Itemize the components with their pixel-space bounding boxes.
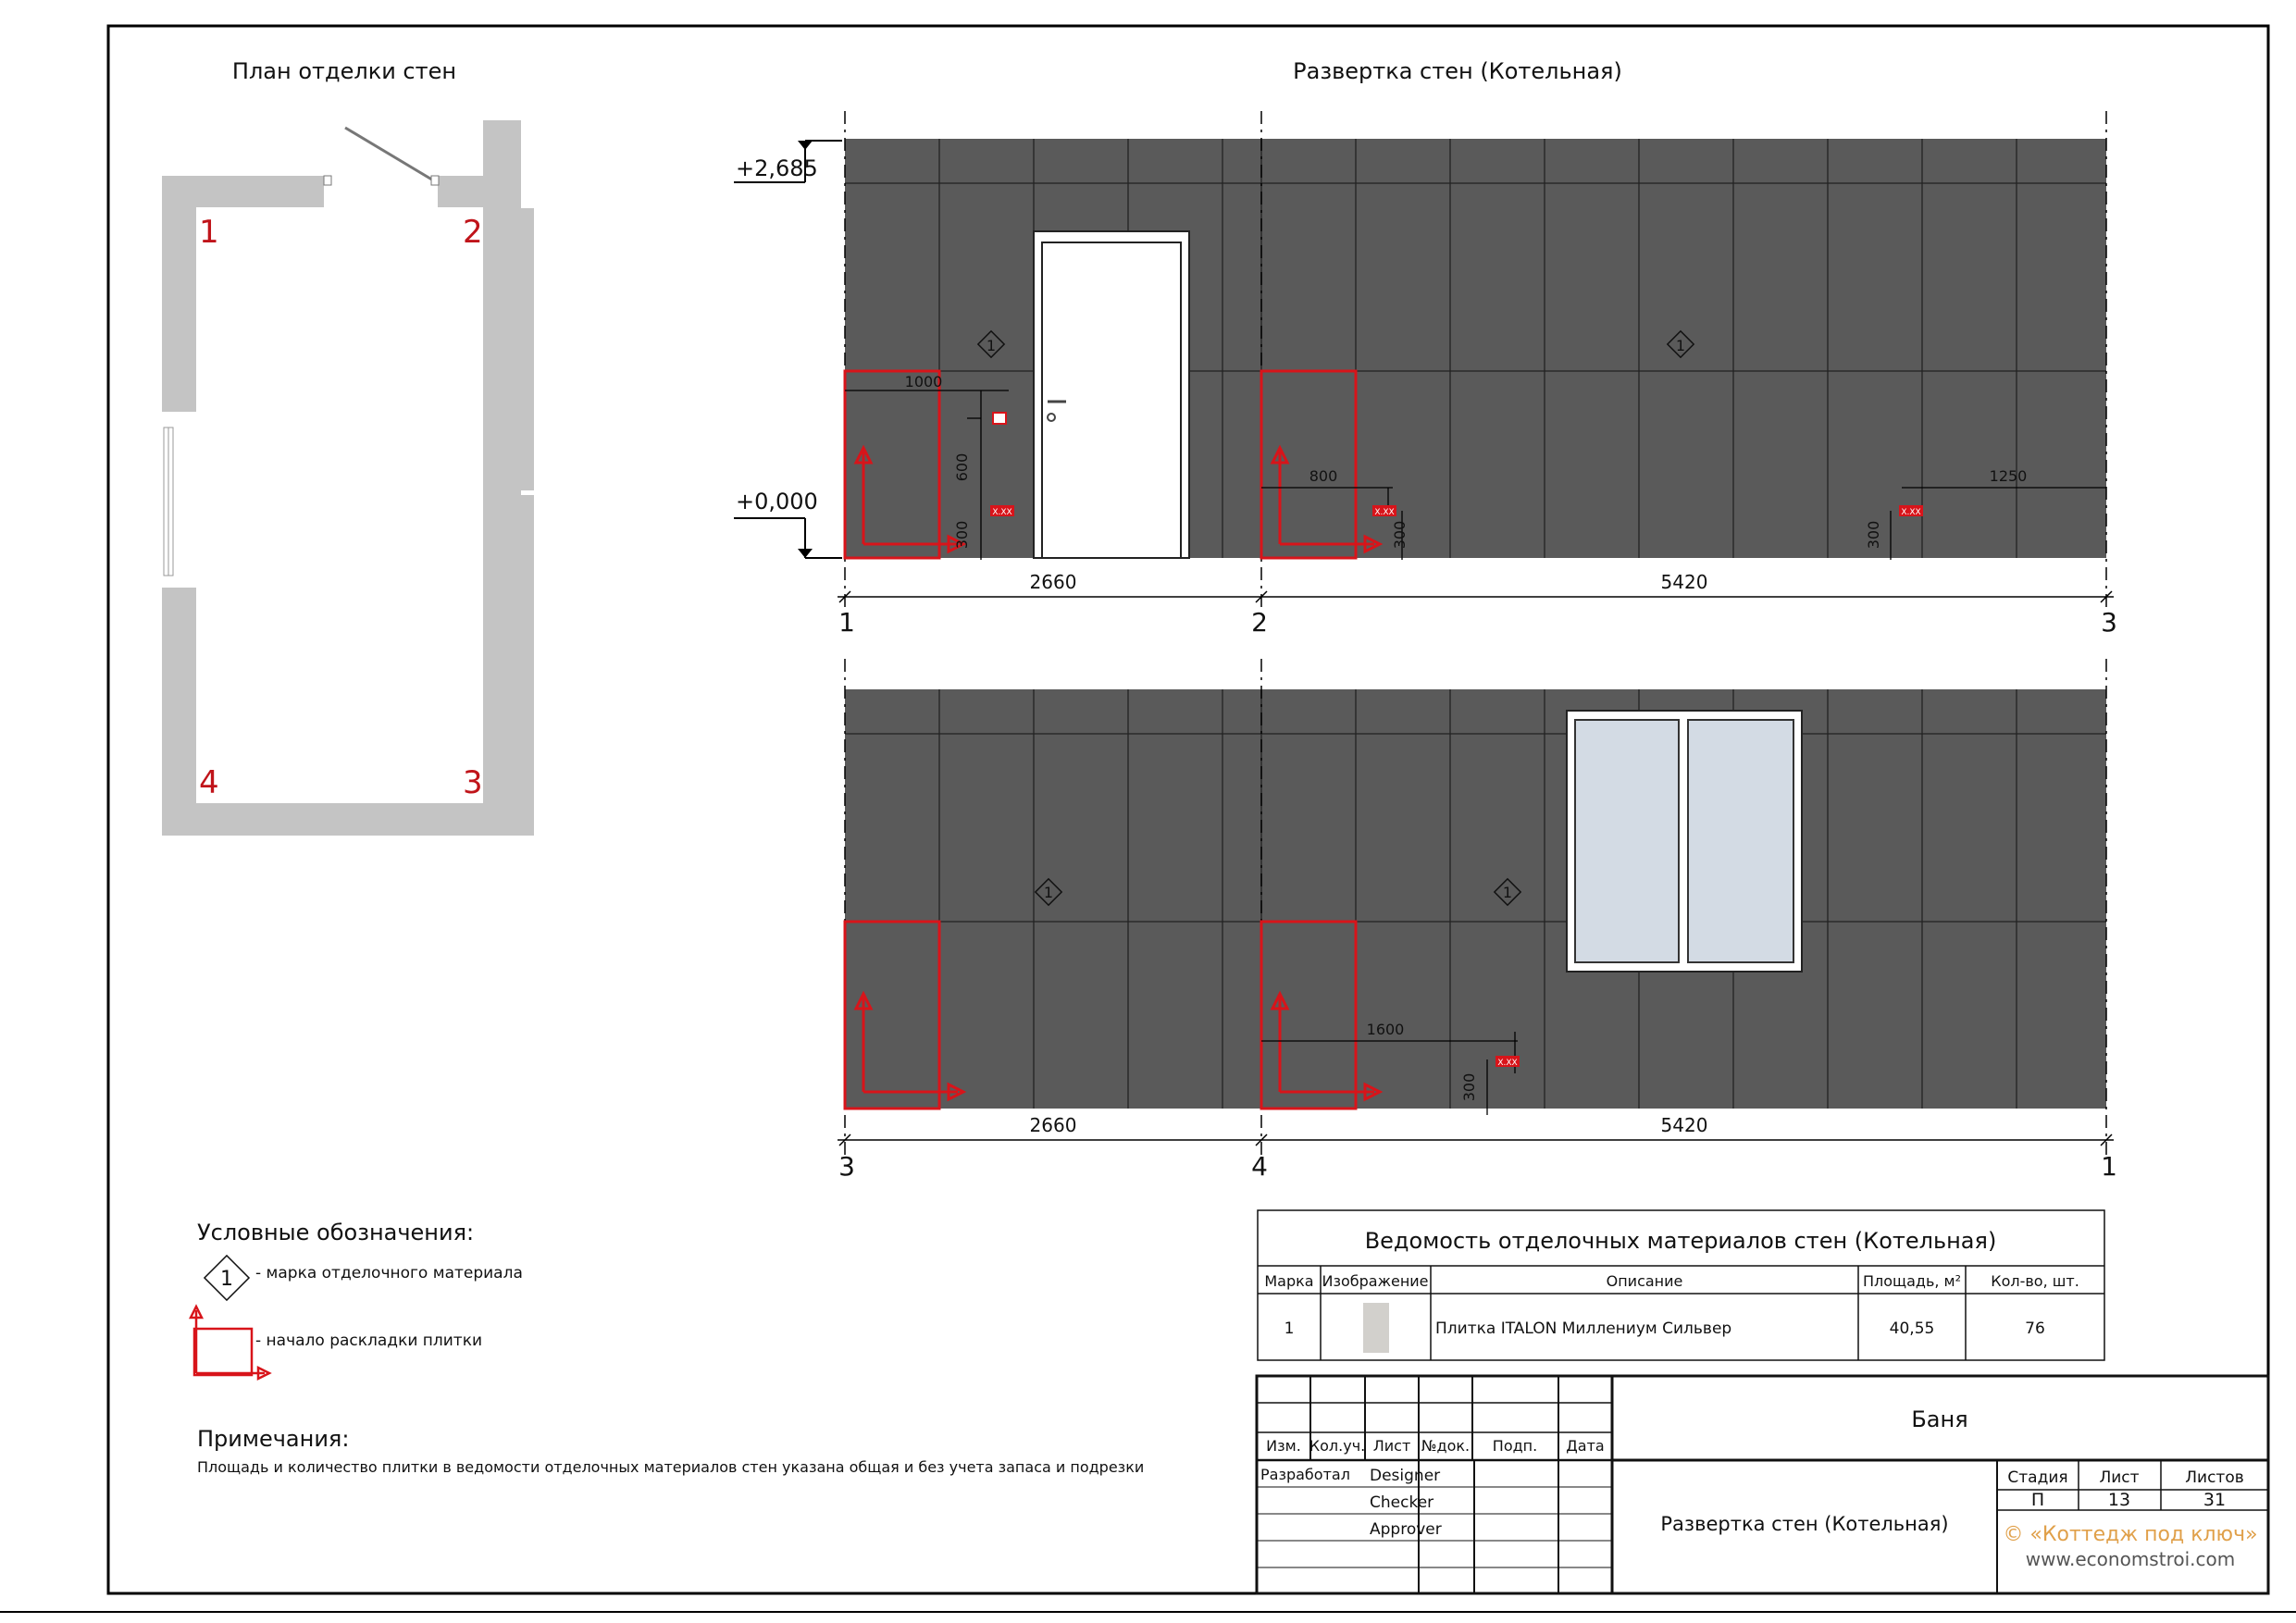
- tile-badge: [1496, 1056, 1520, 1068]
- svg-text:X.XX: X.XX: [1901, 508, 1921, 517]
- tb-header: Изм.: [1266, 1437, 1301, 1455]
- plan-title: План отделки стен: [231, 58, 457, 84]
- legend-mark-symbol: 1: [220, 1268, 233, 1291]
- tb-header: №док.: [1421, 1437, 1471, 1455]
- plan-door-leaf: [345, 128, 435, 181]
- plan-door-jamb: [324, 176, 331, 185]
- elevation-title: Развертка стен (Котельная): [1293, 58, 1622, 84]
- tb-role: Разработал: [1260, 1466, 1350, 1483]
- door: [1034, 231, 1189, 558]
- schedule-cell-qty: 76: [2025, 1319, 2045, 1338]
- window: [1567, 711, 1802, 972]
- tb-header: Лист: [1372, 1437, 1411, 1455]
- elevation-bottom: [838, 659, 2117, 1182]
- notes-title: Примечания:: [197, 1426, 350, 1452]
- legend-mark-text: - марка отделочного материала: [255, 1264, 523, 1282]
- tb-person: Designer: [1370, 1467, 1441, 1485]
- schedule-header: Кол-во, шт.: [1991, 1272, 2079, 1290]
- dim-label: 1250: [1989, 467, 2028, 485]
- tb-stage-label: Стадия: [2007, 1468, 2068, 1487]
- tile-thumbnail: [1363, 1303, 1389, 1353]
- legend-title: Условные обозначения:: [197, 1220, 475, 1245]
- dim-total: 5420: [1660, 571, 1708, 593]
- axis-label: 4: [1251, 1151, 1268, 1182]
- schedule-header: Марка: [1264, 1272, 1314, 1290]
- svg-text:1: 1: [1043, 884, 1054, 901]
- dim-total: 5420: [1660, 1114, 1708, 1136]
- legend-start-text: - начало раскладки плитки: [255, 1332, 483, 1350]
- dim-label: 300: [1865, 520, 1882, 550]
- schedule-header: Изображение: [1322, 1272, 1429, 1290]
- schedule-cell-area: 40,55: [1889, 1319, 1935, 1338]
- tile-badge: [1899, 505, 1923, 517]
- plan-view: [162, 58, 534, 836]
- plan-corner-2: 2: [463, 214, 483, 251]
- tb-header: Подп.: [1492, 1437, 1538, 1455]
- axis-label: 3: [838, 1151, 855, 1182]
- dim-label: 800: [1309, 467, 1338, 485]
- legend: [191, 1220, 523, 1379]
- plan-corner-1: 1: [199, 214, 219, 251]
- tb-header: Дата: [1566, 1437, 1605, 1455]
- title-block-text: [1260, 1406, 2258, 1570]
- dim-label: 600: [953, 452, 971, 482]
- notes-text: Площадь и количество плитки в ведомости отделочных материалов стен указана общая и без учета запаса и подрезки: [197, 1458, 1145, 1476]
- dim-label: 300: [1460, 1072, 1478, 1102]
- svg-text:X.XX: X.XX: [992, 508, 1012, 517]
- svg-text:X.XX: X.XX: [1374, 508, 1395, 517]
- level-top-label: +2,685: [736, 155, 818, 181]
- tb-sheets: 31: [2203, 1490, 2227, 1510]
- schedule-header: Описание: [1606, 1272, 1683, 1290]
- level-zero-label: +0,000: [736, 489, 818, 514]
- tb-person: Approver: [1370, 1520, 1442, 1539]
- plan-window: [164, 427, 173, 576]
- schedule-cell-mark: 1: [1284, 1319, 1295, 1338]
- level-zero-mark: [734, 489, 842, 558]
- schedule-title: Ведомость отделочных материалов стен (Котельная): [1364, 1228, 1997, 1254]
- dim-label: 1600: [1366, 1021, 1405, 1038]
- tb-sheet: 13: [2107, 1490, 2131, 1510]
- schedule-header: Площадь, м²: [1862, 1272, 1962, 1290]
- svg-text:1: 1: [1502, 884, 1513, 901]
- tb-sheet-title: Развертка стен (Котельная): [1660, 1513, 1949, 1535]
- tb-header: Кол.уч.: [1309, 1437, 1366, 1455]
- material-schedule: [1258, 1210, 2104, 1360]
- dim-label: 300: [1391, 520, 1409, 550]
- dim-label: 1000: [904, 373, 943, 390]
- tb-sheet-label: Лист: [2099, 1468, 2140, 1487]
- tb-sheets-label: Листов: [2185, 1468, 2244, 1487]
- plan-corner-3: 3: [463, 764, 483, 801]
- svg-text:X.XX: X.XX: [1497, 1059, 1518, 1068]
- schedule-cell-description: Плитка ITALON Миллениум Сильвер: [1435, 1319, 1732, 1338]
- axis-label: 1: [838, 607, 855, 638]
- tb-project: Баня: [1911, 1406, 1968, 1432]
- axis-label: 2: [1251, 607, 1268, 638]
- svg-text:1: 1: [1675, 337, 1686, 354]
- tb-person: Checker: [1370, 1493, 1434, 1512]
- plan-corner-4: 4: [199, 764, 219, 801]
- axis-label: 1: [2101, 1151, 2117, 1182]
- dim-label: 300: [953, 520, 971, 550]
- tb-website: www.economstroi.com: [2025, 1548, 2236, 1570]
- level-top-mark: [734, 141, 842, 182]
- tb-copyright: © «Коттедж под ключ»: [2003, 1523, 2258, 1546]
- dim-total: 2660: [1029, 571, 1077, 593]
- tile-badge: [1372, 505, 1396, 517]
- svg-text:1: 1: [986, 337, 997, 354]
- elevation-top: [838, 111, 2117, 638]
- axis-label: 3: [2101, 607, 2117, 638]
- dim-total: 2660: [1029, 1114, 1077, 1136]
- plan-door-jamb: [431, 176, 439, 185]
- tb-stage: П: [2030, 1490, 2045, 1510]
